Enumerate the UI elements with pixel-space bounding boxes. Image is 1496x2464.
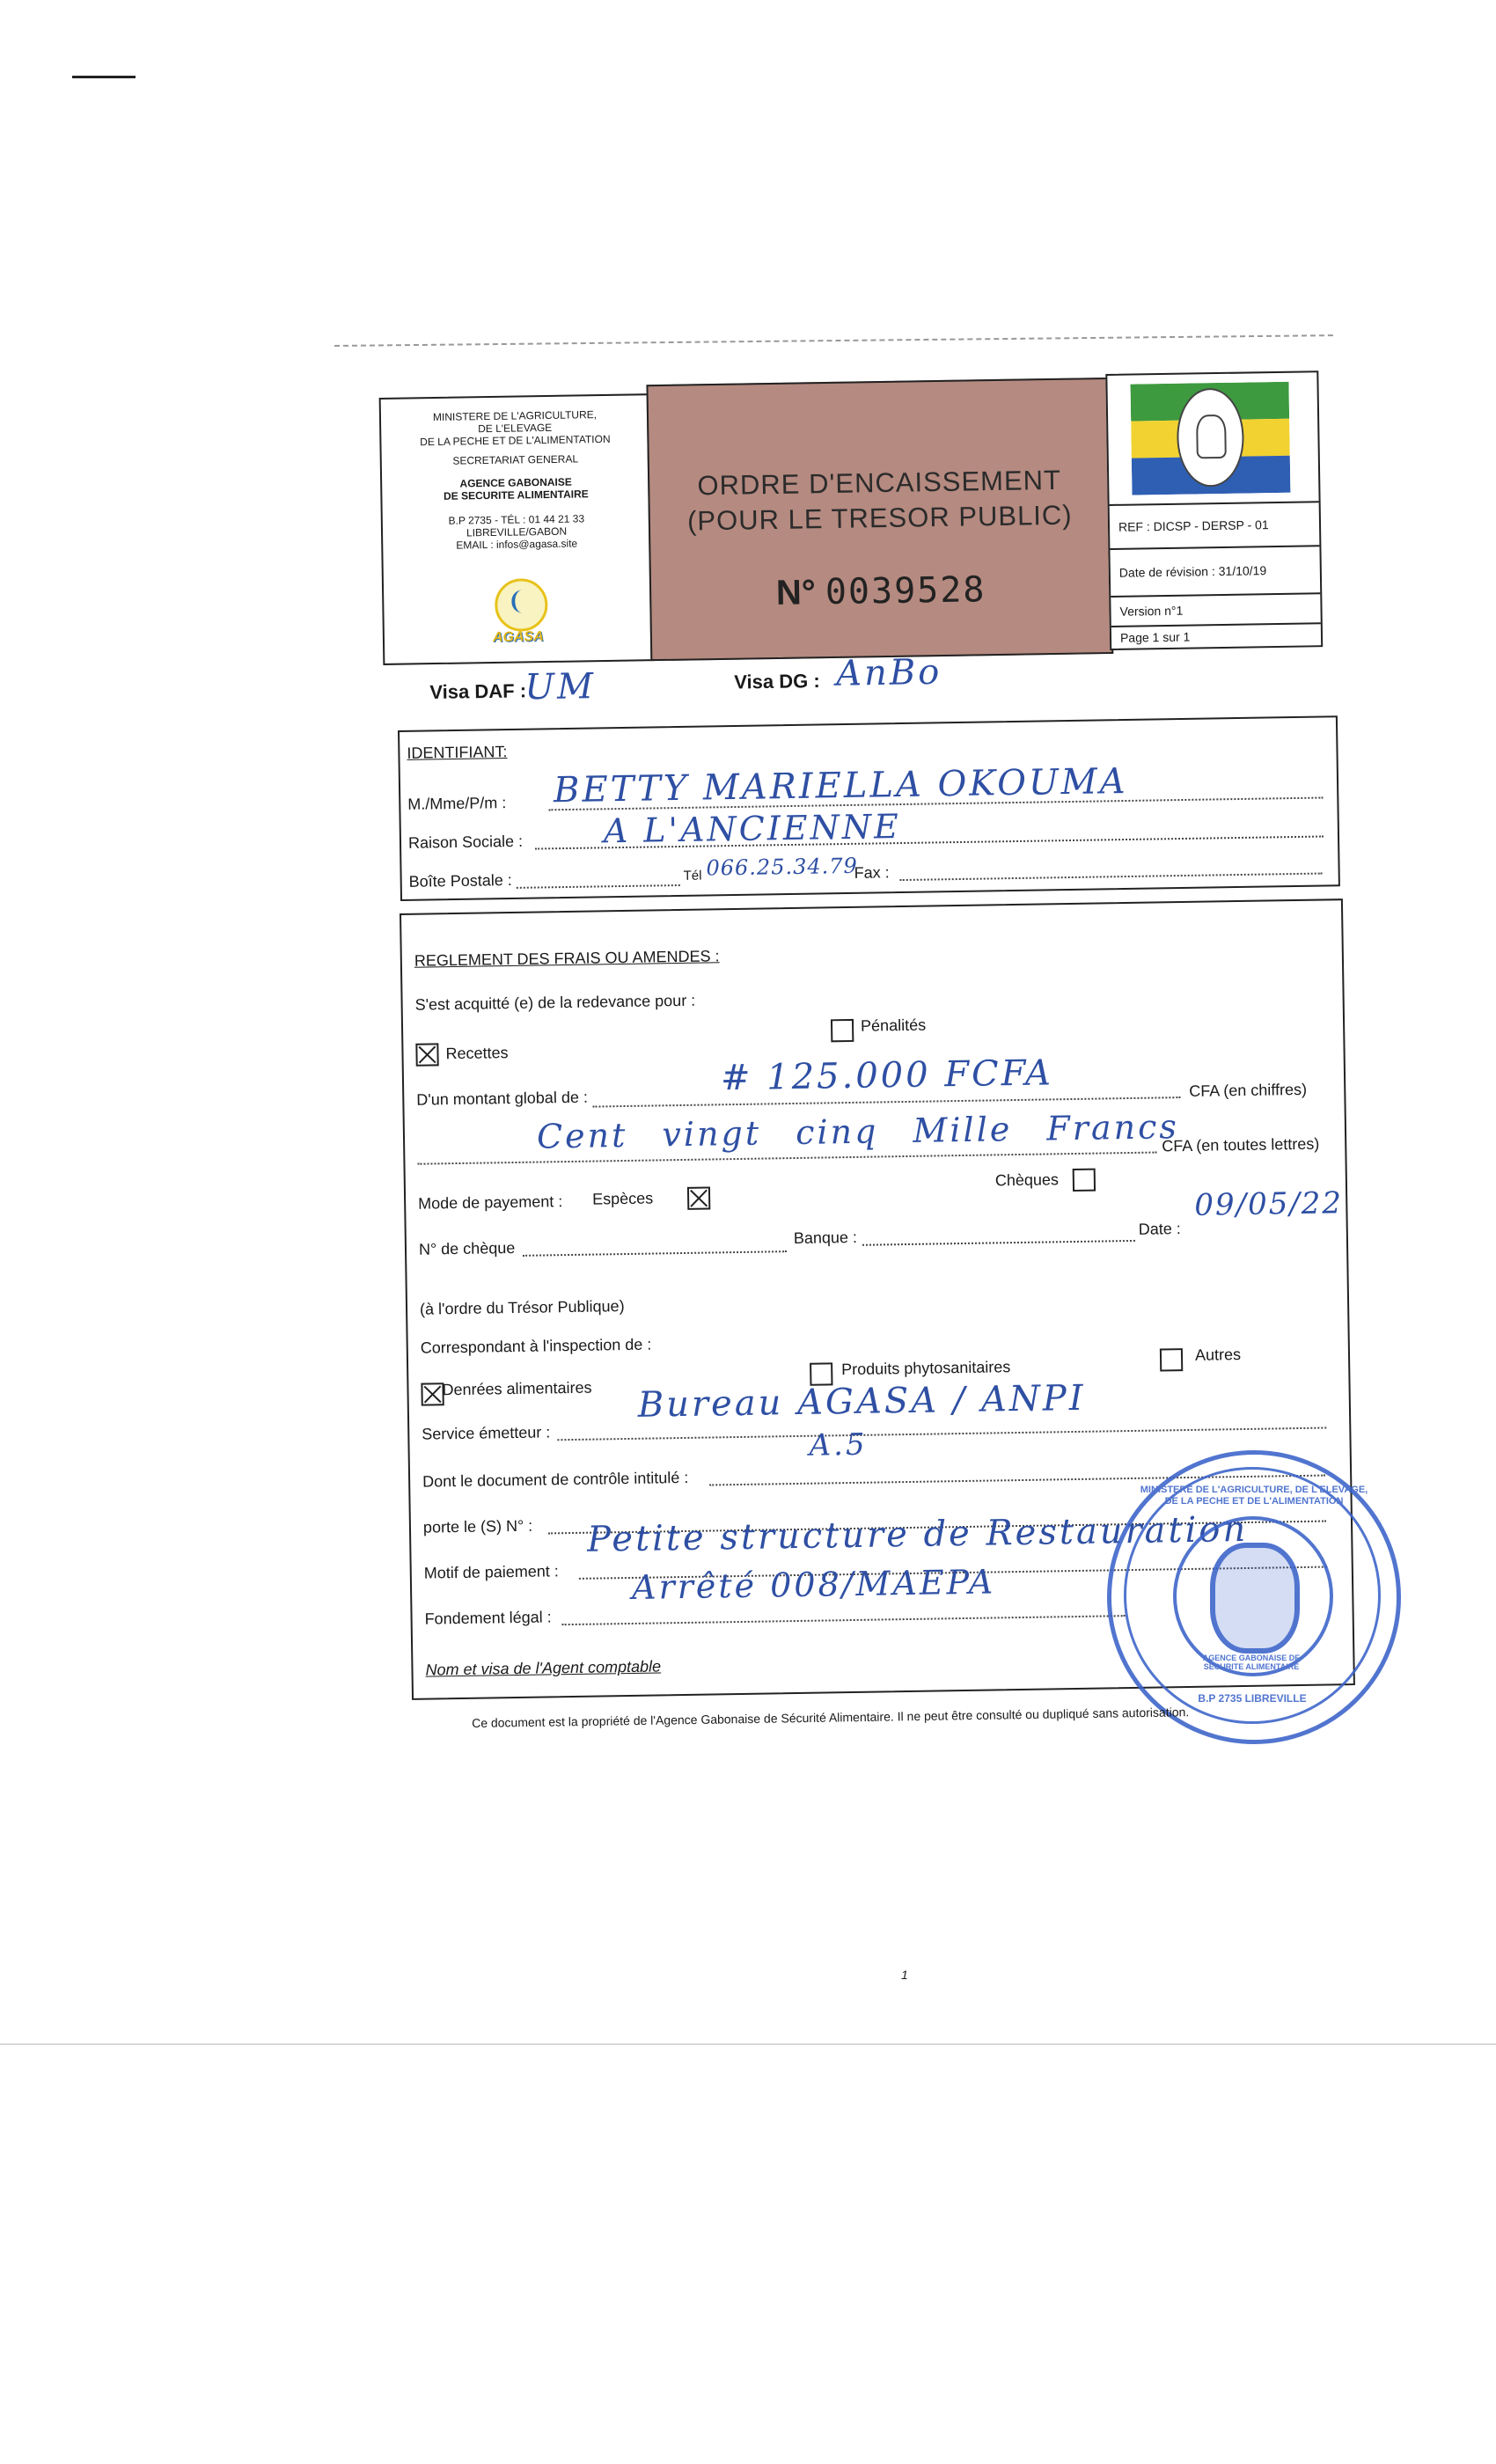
secretariat: SECRETARIAT GENERAL (452, 452, 579, 467)
raison-label: Raison Sociale : (407, 832, 524, 852)
agent-label: Nom et visa de l'Agent comptable (425, 1657, 662, 1679)
order-number (651, 568, 1111, 615)
identifiant-box (398, 715, 1340, 901)
reglement-heading: REGLEMENT DES FRAIS OU AMENDES : (414, 947, 720, 970)
montant-field[interactable] (592, 1096, 1180, 1107)
agency-line: AGENCE GABONAISE (459, 475, 572, 490)
fax-label: Fax : (854, 863, 890, 882)
cheque-no-field[interactable] (523, 1250, 787, 1257)
service-field[interactable] (557, 1427, 1326, 1441)
montant-lettres-field[interactable] (417, 1152, 1156, 1165)
revision-date: Date de révision : 31/10/19 (1118, 563, 1267, 580)
official-stamp (1107, 1450, 1401, 1744)
bp-field[interactable] (517, 884, 680, 889)
agency-line: DE SECURITE ALIMENTAIRE (443, 488, 589, 502)
recettes-checkbox[interactable] (415, 1043, 438, 1066)
name-label: M./Mme/P/m : (407, 794, 507, 813)
porte-label: porte le (S) N° : (422, 1516, 533, 1536)
date-label: Date : (1138, 1220, 1181, 1238)
penalites-label: Pénalités (860, 1016, 927, 1035)
ordre-label: (à l'ordre du Trésor Publique) (419, 1297, 625, 1318)
stamp-emblem-icon (1210, 1543, 1300, 1654)
cfa-lettres-label: CFA (en toutes lettres) (1162, 1134, 1320, 1155)
cheques-checkbox[interactable] (1073, 1169, 1096, 1192)
address-line: LIBREVILLE/GABON (466, 524, 568, 539)
cheque-no-label: N° de chèque (418, 1238, 516, 1258)
bp-label: Boîte Postale : (408, 870, 512, 891)
scan-edge (0, 2043, 1496, 2045)
service-label: Service émetteur : (422, 1423, 551, 1443)
agasa-logo (495, 578, 548, 632)
page-info: Page 1 sur 1 (1119, 629, 1191, 645)
stamp-bottom-text: B.P 2735 LIBREVILLE (1198, 1692, 1307, 1705)
date-value: 09/05/22 (1194, 1185, 1344, 1223)
banque-field[interactable] (862, 1240, 1135, 1246)
ministry-line: DE L'ELEVAGE (478, 421, 553, 436)
header-table (378, 348, 1319, 645)
stamp-inner-text: AGENCE GABONAISE DE SECURITE ALIMENTAIRE (1202, 1654, 1301, 1671)
banque-label: Banque : (793, 1228, 858, 1248)
visa-daf-label: Visa DAF : (429, 679, 527, 703)
service-value: Bureau AGASA / ANPI (637, 1377, 1086, 1426)
especes-label: Espèces (591, 1189, 654, 1208)
number-prefix: N° (775, 573, 817, 612)
title-cell (646, 378, 1113, 661)
phyto-label: Produits phytosanitaires (841, 1358, 1011, 1379)
footer-notice: Ce document est la propriété de l'Agence Gabonaise de Sécurité Alimentaire. Il ne peut être consulté ou dupliqué sans autorisation. (472, 1705, 1190, 1730)
ref-cell (1105, 370, 1323, 650)
ref-code: REF : DICSP - DERSP - 01 (1118, 517, 1269, 534)
scan-dashed-edge (334, 334, 1333, 347)
service-value-line2: A.5 (809, 1426, 868, 1463)
ministry-line: MINISTERE DE L'AGRICULTURE, (432, 408, 598, 424)
stamp-ring-text: MINISTERE DE L'AGRICULTURE, DE L'ELEVAGE, DE LA PECHE ET DE L'ALIMENTATION (1140, 1485, 1368, 1507)
number-value: 0039528 (825, 569, 986, 613)
title-line: (POUR LE TRESOR PUBLIC) (686, 499, 1073, 537)
fondement-label: Fondement légal : (424, 1608, 552, 1628)
raison-value: A L'ANCIENNE (603, 807, 902, 851)
version: Version n°1 (1119, 603, 1184, 619)
identifiant-heading: IDENTIFIANT: (407, 743, 508, 762)
gabon-flag (1130, 382, 1290, 495)
fax-field[interactable] (900, 873, 1323, 882)
address-line: B.P 2735 - TÉL : 01 44 21 33 (448, 512, 585, 527)
montant-label: D'un montant global de : (416, 1088, 589, 1109)
acquitte-label: S'est acquitté (e) de la redevance pour : (414, 991, 696, 1014)
name-value: BETTY MARIELLA OKOUMA (553, 760, 1128, 811)
address-line: EMAIL : infos@agasa.site (456, 537, 578, 552)
agasa-logo-text: AGASA (492, 629, 544, 645)
visa-row (429, 651, 1134, 722)
page-mark: 1 (901, 1968, 908, 1982)
agency-cell (379, 393, 655, 665)
denrees-checkbox[interactable] (421, 1382, 444, 1405)
recettes-label: Recettes (445, 1044, 509, 1063)
ministry-line: DE LA PECHE ET DE L'ALIMENTATION (420, 432, 611, 449)
motif-label: Motif de paiement : (423, 1562, 560, 1582)
fondement-field[interactable] (562, 1615, 1126, 1625)
tel-label: Tél (683, 868, 702, 884)
visa-daf-signature: UM (524, 666, 597, 708)
document-label: Dont le document de contrôle intitulé : (422, 1468, 689, 1491)
denrees-label: Denrées alimentaires (442, 1378, 592, 1399)
visa-dg-signature: AnBo (835, 651, 942, 694)
autres-label: Autres (1194, 1346, 1242, 1364)
fondement-value: Arrêté 008/MAEPA (631, 1562, 996, 1607)
visa-dg-label: Visa DG : (734, 670, 820, 693)
correspondant-label: Correspondant à l'inspection de : (420, 1335, 652, 1357)
mode-label: Mode de payement : (418, 1192, 563, 1213)
cfa-chiffres-label: CFA (en chiffres) (1189, 1080, 1308, 1100)
motif-value: Petite structure de Restauration (586, 1508, 1249, 1560)
penalites-checkbox[interactable] (831, 1019, 854, 1042)
tel-value: 066.25.34.79 (706, 853, 859, 881)
cheques-label: Chèques (994, 1170, 1060, 1190)
montant-value: # 125.000 FCFA (720, 1052, 1054, 1099)
title-line: ORDRE D'ENCAISSEMENT (697, 464, 1062, 502)
scan-mark (72, 76, 136, 78)
coat-of-arms-icon (1177, 388, 1245, 488)
autres-checkbox[interactable] (1160, 1348, 1183, 1371)
montant-lettres-value: Cent vingt cinq Mille Francs (536, 1107, 1180, 1156)
especes-checkbox[interactable] (687, 1186, 710, 1209)
